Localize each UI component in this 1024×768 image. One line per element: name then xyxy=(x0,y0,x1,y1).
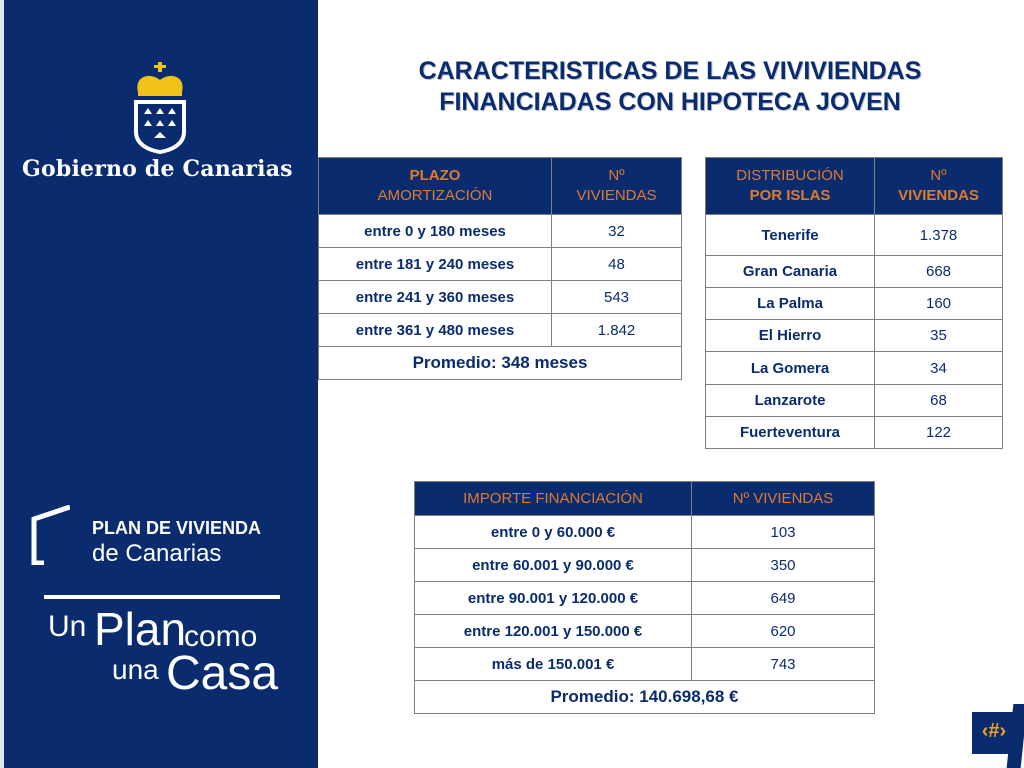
table-row xyxy=(706,320,1003,352)
row-value: 743 xyxy=(692,648,875,681)
row-value: 543 xyxy=(552,281,682,314)
table-row xyxy=(706,288,1003,320)
row-value: 160 xyxy=(875,288,1003,320)
row-label: La Gomera xyxy=(706,352,875,385)
column-header-islas: DISTRIBUCIÓN POR ISLAS xyxy=(706,158,875,215)
table-row xyxy=(706,385,1003,417)
table-footer-row xyxy=(319,347,682,380)
table-row xyxy=(319,248,682,281)
table-row xyxy=(319,281,682,314)
title-line-1: CARACTERISTICAS DE LAS VIVIVIENDAS xyxy=(418,57,922,85)
table-row xyxy=(319,314,682,347)
row-value: 620 xyxy=(692,615,875,648)
slogan-una: una xyxy=(112,654,159,685)
table-row xyxy=(706,417,1003,449)
column-header-viviendas: Nº VIVIENDAS xyxy=(875,158,1003,215)
row-value: 48 xyxy=(552,248,682,281)
sidebar-edge xyxy=(0,0,4,768)
table-row xyxy=(415,648,875,681)
government-name: Gobierno de Canarias xyxy=(22,156,293,182)
column-header-viviendas: Nº VIVIENDAS xyxy=(692,482,875,516)
row-value: 1.378 xyxy=(875,215,1003,256)
row-label: Fuerteventura xyxy=(706,417,875,449)
table-footer-row xyxy=(415,681,875,714)
row-label: Lanzarote xyxy=(706,385,875,417)
row-label: Tenerife xyxy=(706,215,875,256)
column-header-importe: IMPORTE FINANCIACIÓN xyxy=(415,482,692,516)
plan-divider xyxy=(44,595,280,599)
row-label: entre 181 y 240 meses xyxy=(319,248,552,281)
row-label: entre 0 y 60.000 € xyxy=(415,516,692,549)
importe-financiacion-table xyxy=(414,481,875,714)
plazo-amortizacion-table xyxy=(318,157,682,380)
row-label: entre 361 y 480 meses xyxy=(319,314,552,347)
row-value: 649 xyxy=(692,582,875,615)
row-label: entre 241 y 360 meses xyxy=(319,281,552,314)
importe-average: Promedio: 140.698,68 € xyxy=(415,681,875,714)
slogan-casa: Casa xyxy=(166,647,279,700)
table-row xyxy=(415,516,875,549)
row-label: entre 0 y 180 meses xyxy=(319,215,552,248)
row-value: 34 xyxy=(875,352,1003,385)
row-value: 35 xyxy=(875,320,1003,352)
table-header-row xyxy=(415,482,875,516)
table-row xyxy=(706,256,1003,288)
row-value: 32 xyxy=(552,215,682,248)
plazo-average: Promedio: 348 meses xyxy=(319,347,682,380)
house-logo-icon xyxy=(30,505,70,565)
distribucion-islas-table xyxy=(705,157,1003,449)
title-line-2: FINANCIADAS CON HIPOTECA JOVEN xyxy=(439,88,901,116)
column-header-plazo: PLAZO AMORTIZACIÓN xyxy=(319,158,552,215)
row-value: 103 xyxy=(692,516,875,549)
row-value: 668 xyxy=(875,256,1003,288)
row-label: entre 60.001 y 90.000 € xyxy=(415,549,692,582)
table-header-row xyxy=(319,158,682,215)
column-header-viviendas: Nº VIVIENDAS xyxy=(552,158,682,215)
plan-subtitle: de Canarias xyxy=(92,540,222,567)
slide-title xyxy=(330,56,1010,118)
row-label: más de 150.001 € xyxy=(415,648,692,681)
slide-number: ‹#› xyxy=(981,720,1007,742)
row-label: entre 90.001 y 120.000 € xyxy=(415,582,692,615)
table-row xyxy=(706,352,1003,385)
slogan-como: como xyxy=(184,620,258,653)
slogan-un: Un xyxy=(48,610,87,643)
plan-title: PLAN DE VIVIENDA xyxy=(92,518,262,538)
row-label: La Palma xyxy=(706,288,875,320)
table-header-row xyxy=(706,158,1003,215)
row-value: 68 xyxy=(875,385,1003,417)
table-row xyxy=(415,549,875,582)
table-row xyxy=(415,615,875,648)
slogan-plan: Plan xyxy=(94,603,187,655)
row-value: 350 xyxy=(692,549,875,582)
row-label: Gran Canaria xyxy=(706,256,875,288)
row-value: 122 xyxy=(875,417,1003,449)
row-value: 1.842 xyxy=(552,314,682,347)
table-row xyxy=(319,215,682,248)
coat-of-arms-icon xyxy=(128,62,192,154)
table-row xyxy=(415,582,875,615)
sidebar xyxy=(0,0,318,768)
row-label: El Hierro xyxy=(706,320,875,352)
table-row xyxy=(706,215,1003,256)
row-label: entre 120.001 y 150.000 € xyxy=(415,615,692,648)
